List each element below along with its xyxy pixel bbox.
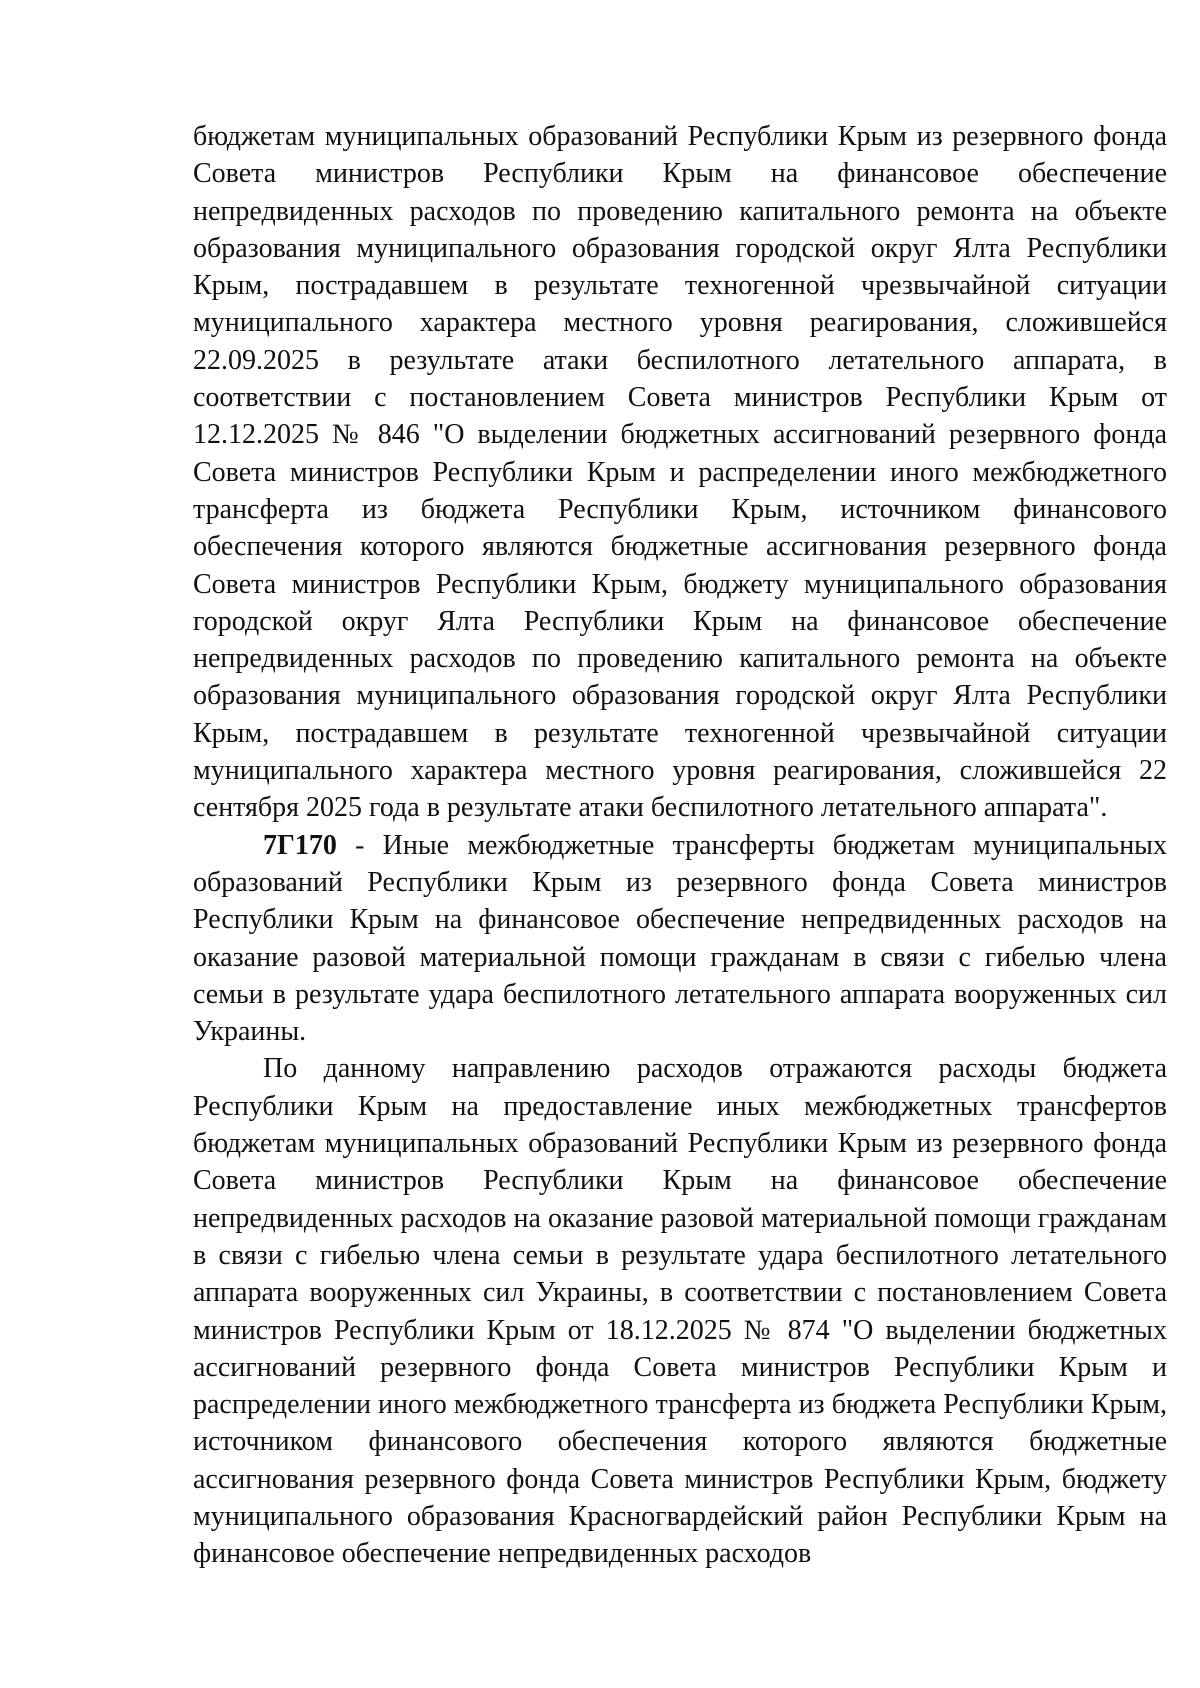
expense-code-description: - Иные межбюджетные трансферты бюджетам муниципальных образований Республики Крым из резервного фонда Совета министров Республики Крым на финансовое обеспечение непредвиденных расходов на оказание разовой материальной помощи гражданам в связи с гибелью члена семьи в результате удара беспилотного летательного аппарата вооруженных сил Украины. (193, 829, 1167, 1048)
paragraph-code-7g170 (193, 827, 1167, 1051)
paragraph-expense-direction: По данному направлению расходов отражаются расходы бюджета Республики Крым на предоставление иных межбюджетных трансфертов бюджетам муниципальных образований Республики Крым из резервного фонда Совета министров Республики Крым на финансовое обеспечение непредвиденных расходов на оказание разовой материальной помощи гражданам в связи с гибелью члена семьи в результате удара беспилотного летательного аппарата вооруженных сил Украины, в соответствии с постановлением Совета министров Республики Крым от 18.12.2025 № 874 "О выделении бюджетных ассигнований резервного фонда Совета министров Республики Крым и распределении иного межбюджетного трансферта из бюджета Республики Крым, источником финансового обеспечения которого являются бюджетные ассигнования резервного фонда Совета министров Республики Крым, бюджету муниципального образования Красногвардейский район Республики Крым на финансовое обеспечение непредвиденных расходов (193, 1053, 1167, 1570)
expense-code: 7Г170 (263, 829, 337, 861)
document-body (193, 118, 1167, 1573)
paragraph-continuation: бюджетам муниципальных образований Республики Крым из резервного фонда Совета министров Республики Крым на финансовое обеспечение непредвиденных расходов по проведению капитального ремонта на объекте образования муниципального образования городской округ Ялта Республики Крым, пострадавшем в результате техногенной чрезвычайной ситуации муниципального характера местного уровня реагирования, сложившейся 22.09.2025 в результате атаки беспилотного летательного аппарата, в соответствии с постановлением Совета министров Республики Крым от 12.12.2025 № 846 "О выделении бюджетных ассигнований резервного фонда Совета министров Республики Крым и распределении иного межбюджетного трансферта из бюджета Республики Крым, источником финансового обеспечения которого являются бюджетные ассигнования резервного фонда Совета министров Республики Крым, бюджету муниципального образования городской округ Ялта Республики Крым на финансовое обеспечение непредвиденных расходов по проведению капитального ремонта на объекте образования муниципального образования городской округ Ялта Республики Крым, пострадавшем в результате техногенной чрезвычайной ситуации муниципального характера местного уровня реагирования, сложившейся 22 сентября 2025 года в результате атаки беспилотного летательного аппарата". (193, 121, 1167, 824)
